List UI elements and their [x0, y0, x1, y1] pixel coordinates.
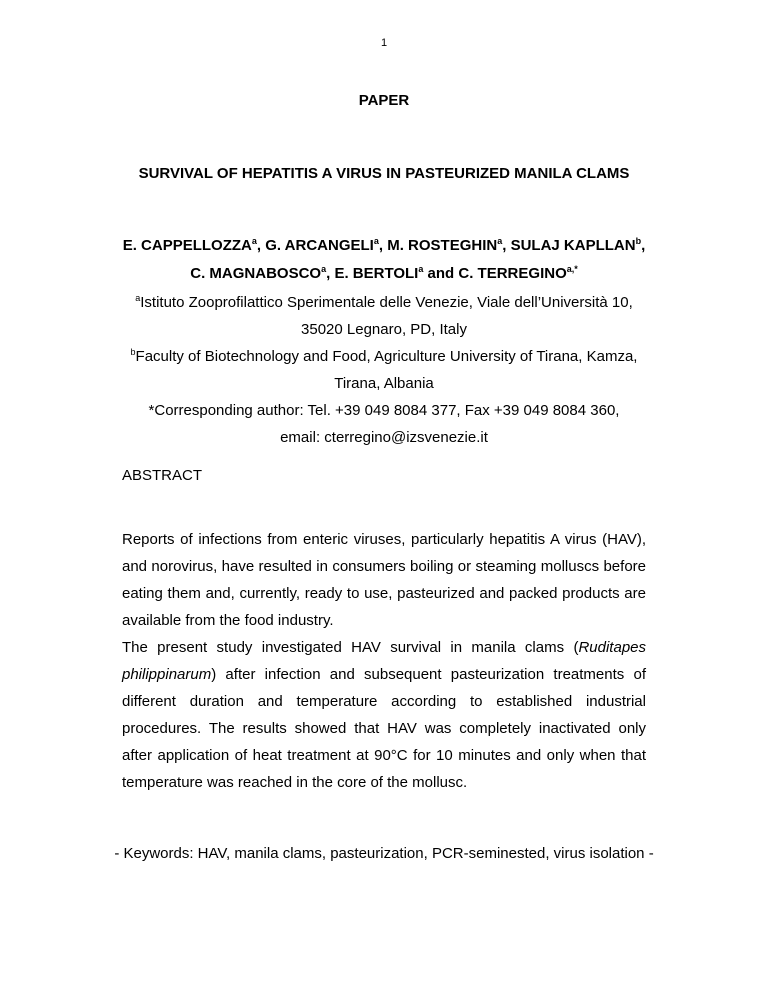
corresponding-contact: *Corresponding author: Tel. +39 049 8084 377, Fax +39 049 8084 360,	[148, 402, 620, 419]
page-number: 1	[380, 37, 388, 49]
author-separator: ,	[502, 237, 511, 254]
abstract-text: ) after infection and subsequent pasteurization treatments of different duration and temperature according to established industrial procedures. The results showed that HAV was completely inactivated only after application of heat treatment at 90°C for 10 minutes and only when that temperature was reached in the core of the mollusc.	[122, 666, 646, 791]
author-name: C. MAGNABOSCO	[190, 265, 322, 282]
author-name: E. CAPPELLOZZA	[122, 237, 252, 254]
author-separator: ,	[378, 237, 388, 254]
abstract-paragraph-1: Reports of infections from enteric viruses, particularly hepatitis A virus (HAV), and norovirus, have resulted in consumers boiling or steaming molluscs before eating them and, currently, ready to use, pasteurized and packed products are available from the food industry.	[122, 531, 646, 629]
author-list	[120, 232, 648, 288]
species-name: Ruditapes philippinarum	[122, 639, 646, 683]
author-name: SULAJ KAPLLAN	[510, 237, 636, 254]
paper-type-heading: PAPER	[358, 92, 410, 109]
corresponding-author	[120, 397, 648, 451]
affiliation-b	[120, 343, 648, 397]
author-affiliation-mark: a	[251, 236, 257, 246]
author-name: M. ROSTEGHIN	[387, 237, 498, 254]
author-name: E. BERTOLI	[334, 265, 419, 282]
corresponding-email: email: cterregino@izsvenezie.it	[280, 429, 488, 446]
abstract-body	[122, 526, 646, 796]
author-affiliation-mark: a,*	[566, 264, 578, 274]
affiliation-mark: b	[130, 347, 136, 357]
author-affiliation-mark: a	[497, 236, 503, 246]
affiliation-mark: a	[135, 293, 141, 303]
abstract-heading: ABSTRACT	[122, 467, 203, 484]
affiliation-a	[120, 289, 648, 343]
author-affiliation-mark: b	[635, 236, 642, 246]
affiliation-text: Faculty of Biotechnology and Food, Agriculture University of Tirana, Kamza, Tirana, Albania	[135, 348, 638, 392]
author-name: G. ARCANGELI	[265, 237, 374, 254]
abstract-text: The present study investigated HAV survival in manila clams (	[122, 639, 579, 656]
author-separator: ,	[326, 265, 335, 282]
author-affiliation-mark: a	[418, 264, 424, 274]
paper-title: SURVIVAL OF HEPATITIS A VIRUS IN PASTEURIZED MANILA CLAMS	[138, 165, 630, 182]
author-separator: ,	[641, 237, 646, 254]
author-affiliation-mark: a	[373, 236, 379, 246]
affiliation-text: Istituto Zooprofilattico Sperimentale delle Venezie, Viale dell’Università 10, 35020 Legnaro, PD, Italy	[140, 294, 633, 338]
author-separator: and	[423, 265, 459, 282]
author-affiliation-mark: a	[321, 264, 327, 274]
author-separator: ,	[256, 237, 266, 254]
author-name: C. TERREGINO	[458, 265, 567, 282]
abstract-paragraph-2	[122, 634, 646, 796]
keywords: - Keywords: HAV, manila clams, pasteurization, PCR-seminested, virus isolation -	[114, 845, 654, 862]
